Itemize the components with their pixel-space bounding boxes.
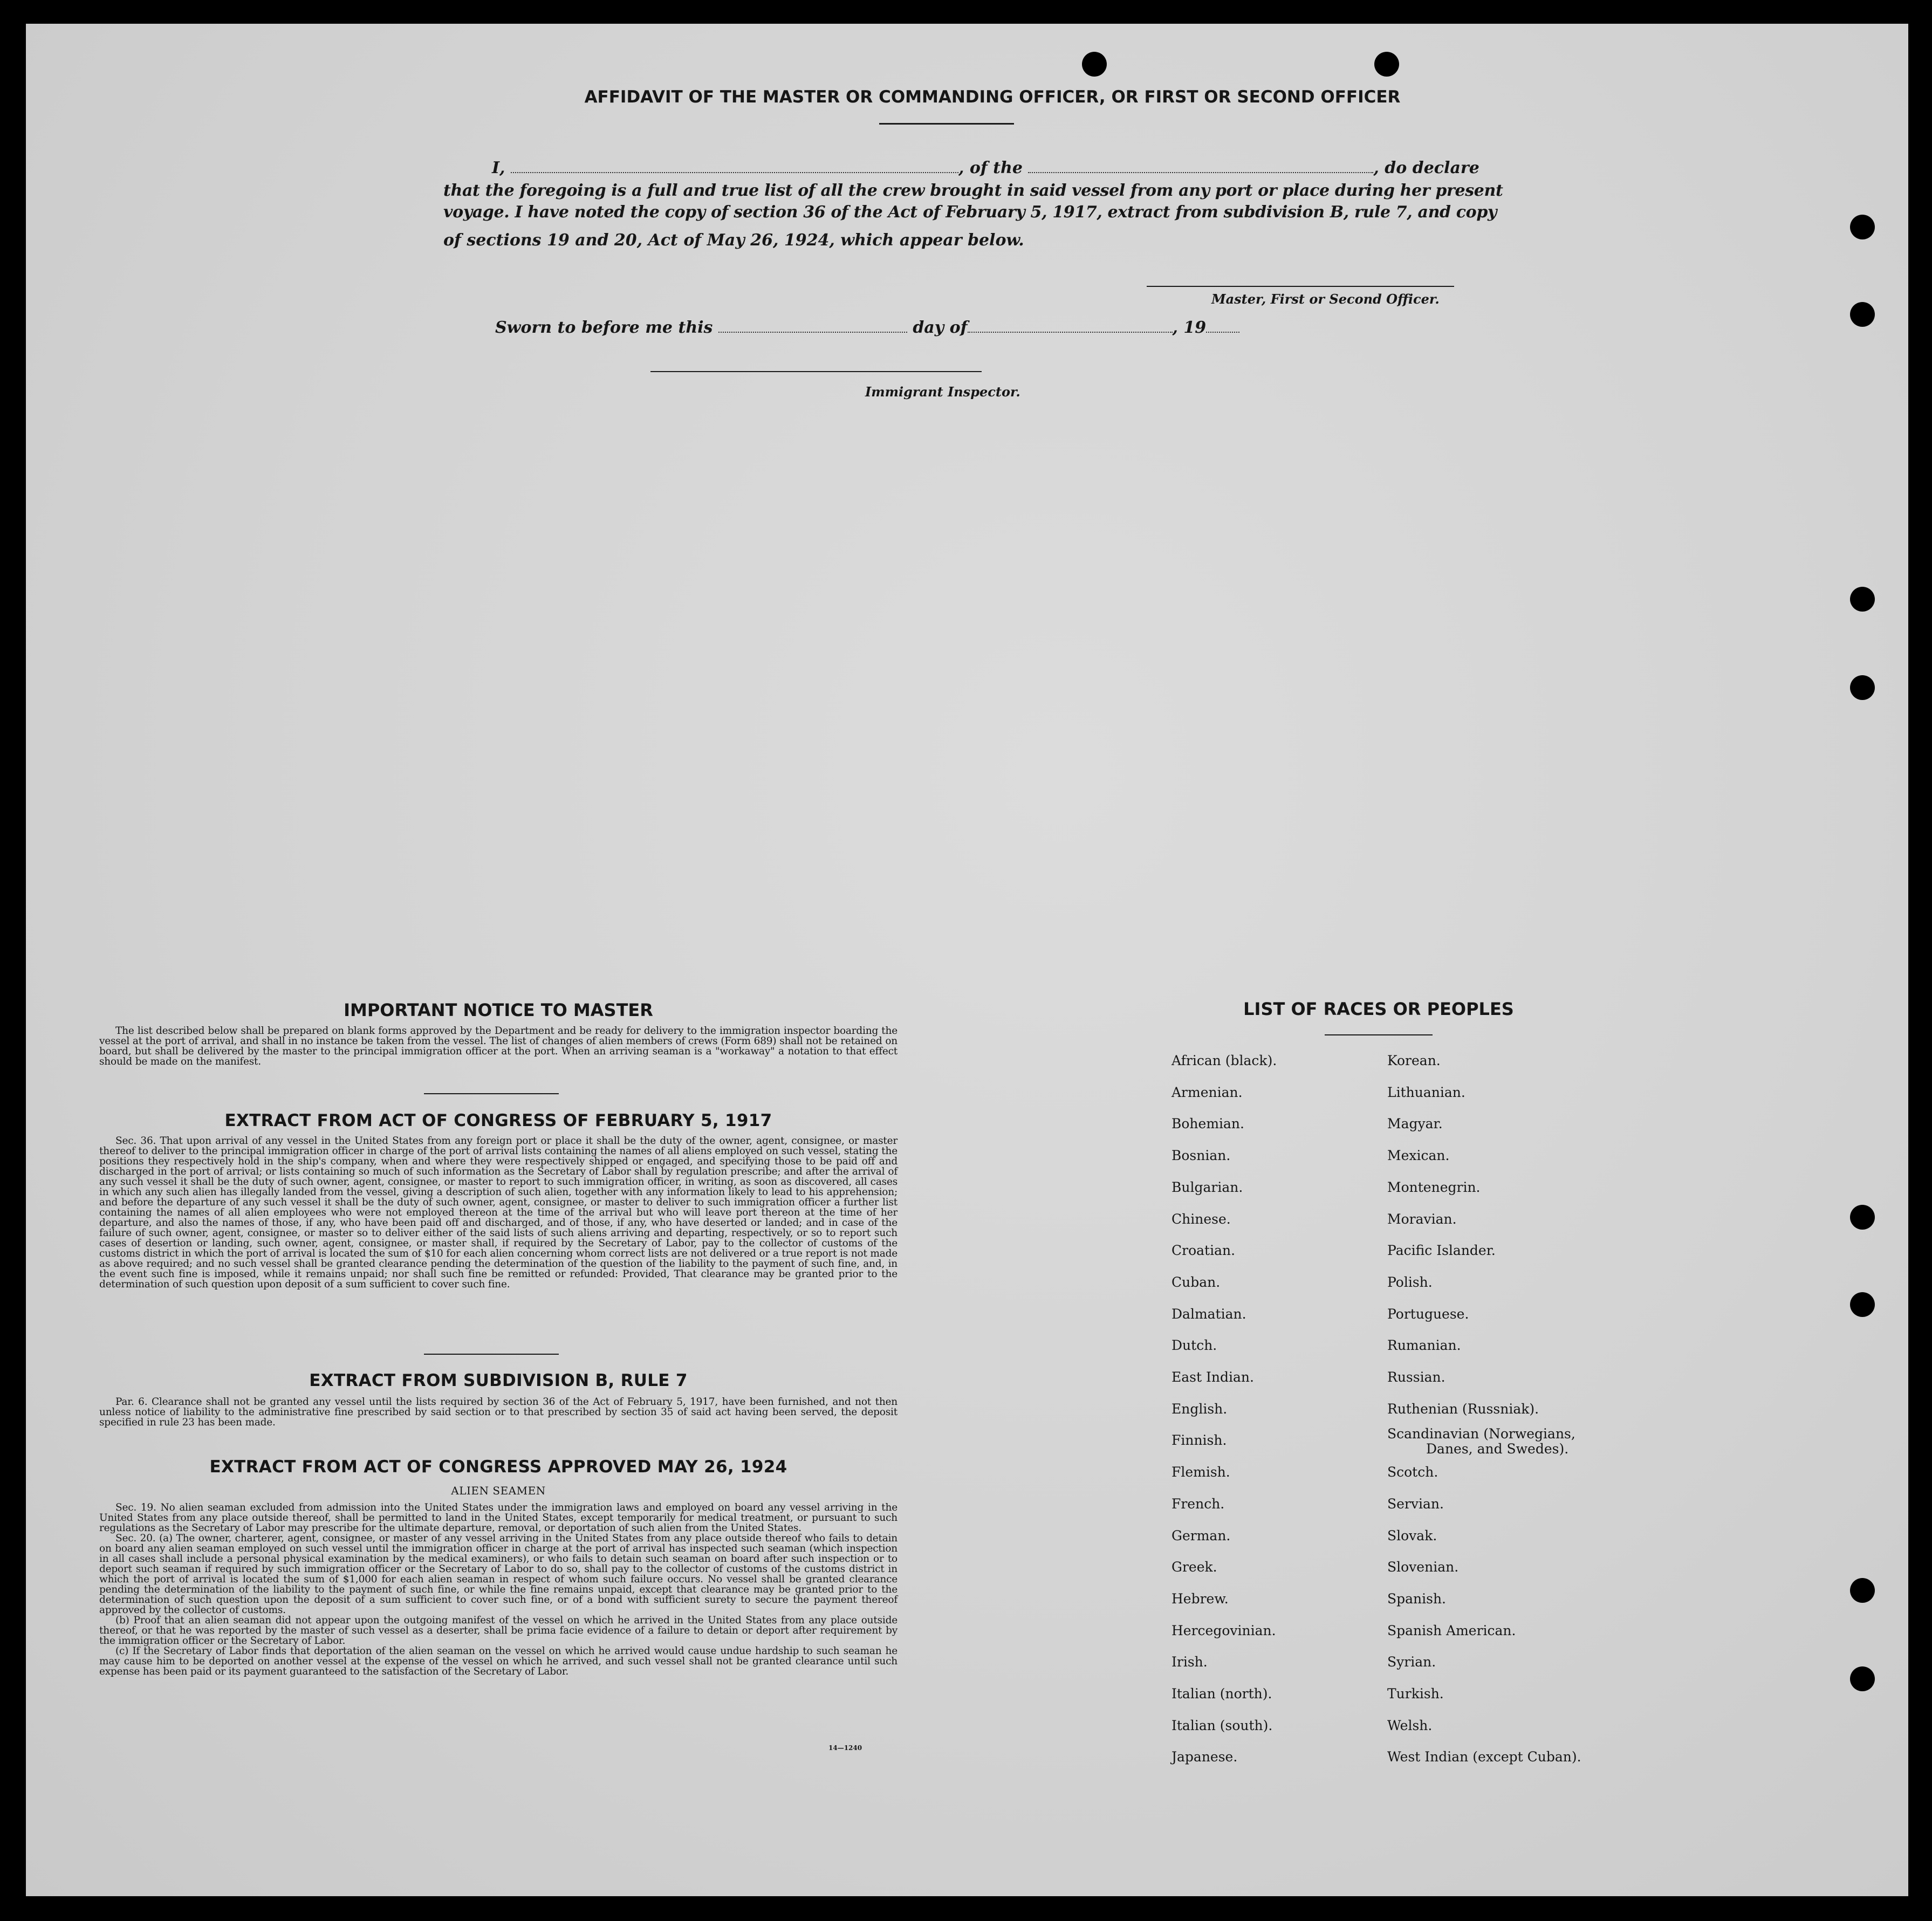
race-item-right: Magyar. <box>1387 1116 1443 1132</box>
sworn-month-field[interactable] <box>968 318 1173 333</box>
affidavit-line-4: of sections 19 and 20, Act of May 26, 1924, which appear below. <box>443 231 1024 250</box>
punch-hole <box>1374 52 1399 77</box>
subdivision-b-text: Par. 6. Clearance shall not be granted any vessel until the lists required by section 36 of the Act of February 5, 1917, have been furnished, and not then unless notice of liability to the administrative fine prescribed by said section or to that prescribed by section 35 of said act having been served, the deposit specified in rule 23 has been made. <box>99 1396 898 1428</box>
race-item-left: Italian (north). <box>1171 1686 1272 1702</box>
punch-hole <box>1082 52 1107 77</box>
race-item-right: Spanish. <box>1387 1590 1447 1607</box>
title-underline <box>879 123 1014 125</box>
race-item-right: Scandinavian (Norwegians, <box>1387 1426 1575 1442</box>
race-item-right: Moravian. <box>1387 1211 1457 1227</box>
master-signature-caption: Master, First or Second Officer. <box>1211 291 1440 307</box>
races-title: LIST OF RACES OR PEOPLES <box>1243 999 1514 1019</box>
race-item-right: Slovenian. <box>1387 1559 1459 1575</box>
punch-hole <box>1850 302 1875 327</box>
race-item-left: Irish. <box>1171 1654 1208 1670</box>
race-item-right: Ruthenian (Russniak). <box>1387 1401 1539 1417</box>
race-item-right: Spanish American. <box>1387 1622 1516 1638</box>
race-item-left: Croatian. <box>1171 1243 1236 1259</box>
race-item-left: Flemish. <box>1171 1464 1230 1480</box>
race-item-right: Turkish. <box>1387 1686 1444 1702</box>
affidavit-line-2: that the foregoing is a full and true list of all the crew brought in said vessel from any port or place during her present <box>443 181 1503 200</box>
declare-label: , do declare <box>1373 159 1479 177</box>
extract-1917-divider <box>424 1354 559 1355</box>
race-item-left: Cuban. <box>1171 1274 1221 1290</box>
declarant-name-field[interactable] <box>511 158 958 173</box>
race-item-continuation: Danes, and Swedes). <box>1426 1441 1569 1457</box>
race-item-right: Syrian. <box>1387 1654 1436 1670</box>
race-item-left: Japanese. <box>1171 1749 1238 1765</box>
race-item-right: Montenegrin. <box>1387 1179 1481 1195</box>
race-item-left: Armenian. <box>1171 1084 1243 1100</box>
extract-1924-subtitle: ALIEN SEAMEN <box>451 1484 546 1497</box>
race-item-right: Polish. <box>1387 1274 1433 1290</box>
race-item-right: Portuguese. <box>1387 1306 1469 1322</box>
race-item-left: African (black). <box>1171 1053 1277 1068</box>
race-item-left: Hercegovinian. <box>1171 1622 1276 1638</box>
notice-divider <box>424 1093 559 1094</box>
section-20c-text: (c) If the Secretary of Labor finds that deportation of the alien seaman on the vessel on which he arrived would cause undue hardship to such seaman he may cause him to be deported on another vessel at the expense of the vessel on which he arrived, and such vessel shall not be granted clearance until such expense has been paid or its payment guaranteed to the satisfaction of the Secretary of Labor. <box>99 1645 898 1677</box>
race-item-right: Welsh. <box>1387 1717 1433 1733</box>
sworn-day-field[interactable] <box>718 318 907 333</box>
affidavit-title: AFFIDAVIT OF THE MASTER OR COMMANDING OFFICER, OR FIRST OR SECOND OFFICER <box>584 87 1401 107</box>
of-the-label: , of the <box>958 159 1023 177</box>
race-item-left: Bohemian. <box>1171 1116 1244 1132</box>
races-title-underline <box>1325 1034 1433 1035</box>
race-item-left: English. <box>1171 1401 1228 1417</box>
race-item-left: Dutch. <box>1171 1337 1217 1354</box>
race-item-left: Italian (south). <box>1171 1717 1273 1733</box>
affidavit-line-3: voyage. I have noted the copy of section 36 of the Act of February 5, 1917, extract from subdivision B, rule 7, and copy <box>443 203 1497 222</box>
race-item-right: West Indian (except Cuban). <box>1387 1749 1581 1765</box>
sworn-year-label: , 19 <box>1172 318 1207 337</box>
sworn-year-field[interactable] <box>1206 318 1239 333</box>
punch-hole <box>1850 1292 1875 1317</box>
race-item-left: Finnish. <box>1171 1432 1227 1449</box>
sworn-line <box>495 317 1239 339</box>
vessel-name-field[interactable] <box>1028 158 1373 173</box>
race-item-right: Servian. <box>1387 1495 1444 1512</box>
notice-text: The list described below shall be prepared on blank forms approved by the Department and be ready for delivery to the immigration inspector boarding the vessel at the port of arrival, and shall in no instance be taken from the vessel. The list of changes of alien members of crews (Form 689) shall not be retained on board, but shall be delivered by the master to the principal immigration officer at the port. When an arriving seaman is a "workaway" a notation to that effect should be made on the manifest. <box>99 1025 898 1067</box>
race-item-left: Chinese. <box>1171 1211 1231 1227</box>
punch-hole <box>1850 675 1875 700</box>
race-item-right: Rumanian. <box>1387 1337 1461 1354</box>
section-20b-text: (b) Proof that an alien seaman did not appear upon the outgoing manifest of the vessel on which he arrived in the United States from any place outside thereof, or that he was reported by the master of such vessel as a deserter, shall be prima facie evidence of a failure to detain or deport after requirement by the immigration officer or the Secretary of Labor. <box>99 1615 898 1646</box>
race-item-left: East Indian. <box>1171 1369 1254 1385</box>
race-item-right: Mexican. <box>1387 1148 1450 1164</box>
declarant-prefix: I, <box>492 159 505 177</box>
race-item-left: Bosnian. <box>1171 1148 1231 1164</box>
race-item-left: French. <box>1171 1495 1225 1512</box>
race-item-right: Russian. <box>1387 1369 1445 1385</box>
race-item-right: Slovak. <box>1387 1527 1437 1543</box>
sworn-day-label: day of <box>913 318 968 337</box>
race-item-left: Greek. <box>1171 1559 1217 1575</box>
section-20a-text: Sec. 20. (a) The owner, charterer, agent, consignee, or master of any vessel arriving in the United States from any place outside thereof who fails to detain on board any alien seaman employed on such vessel until the immigration officer in charge at the port of arrival has inspected such seaman (which inspection in all cases shall include a personal physical examination by the medical examiners), or who fails to detain such seaman on board after such inspection or to deport such seaman if required by such immigration officer or the Secretary of Labor to do so, shall pay to the collector of customs of the customs district in which the port of arrival is located the sum of $1,000 for each alien seaman in respect of whom such failure occurs. No vessel shall be granted clearance pending the determination of the liability to the payment of such fine, or while the fine remains unpaid, except that clearance may be granted prior to the determination of such question upon the deposit of a sum sufficient to cover such fine, or of a bond with sufficient surety to secure the payment thereof approved by the collector of customs. <box>99 1533 898 1616</box>
form-number: 14—1240 <box>828 1744 862 1752</box>
race-item-left: Hebrew. <box>1171 1590 1229 1607</box>
punch-hole <box>1850 1205 1875 1230</box>
punch-hole <box>1850 1578 1875 1603</box>
inspector-signature-line[interactable] <box>650 371 982 372</box>
section-19-text: Sec. 19. No alien seaman excluded from admission into the United States under the immigration laws and employed on board any vessel arriving in the United States from any place outside thereof, shall be permitted to land in the United States, except temporarily for medical treatment, or pursuant to such regulations as the Secretary of Labor may prescribe for the ultimate departure, removal, or deportation of such alien from the United States. <box>99 1502 898 1534</box>
race-item-left: Dalmatian. <box>1171 1306 1246 1322</box>
extract-1924-title: EXTRACT FROM ACT OF CONGRESS APPROVED MAY 26, 1924 <box>209 1457 787 1477</box>
race-item-left: German. <box>1171 1527 1231 1543</box>
extract-1917-title: EXTRACT FROM ACT OF CONGRESS OF FEBRUARY 5, 1917 <box>224 1111 772 1130</box>
race-item-left: Bulgarian. <box>1171 1179 1243 1195</box>
punch-hole <box>1850 587 1875 612</box>
race-item-right: Lithuanian. <box>1387 1084 1465 1100</box>
race-item-right: Scotch. <box>1387 1464 1438 1480</box>
race-item-right: Pacific Islander. <box>1387 1243 1496 1259</box>
sworn-prefix: Sworn to before me this <box>495 318 713 337</box>
inspector-caption: Immigrant Inspector. <box>865 384 1020 400</box>
master-signature-line[interactable] <box>1147 286 1454 287</box>
notice-title: IMPORTANT NOTICE TO MASTER <box>344 1000 653 1020</box>
subdivision-b-title: EXTRACT FROM SUBDIVISION B, RULE 7 <box>309 1371 688 1390</box>
race-item-right: Korean. <box>1387 1053 1441 1068</box>
extract-1917-text: Sec. 36. That upon arrival of any vessel in the United States from any foreign port or place it shall be the duty of the owner, agent, consignee, or master thereof to deliver to the principal immigration officer in charge of the port of arrival lists containing the names of all aliens employed on such vessel, stating the positions they respectively hold in the ship's company, when and where they were respectively shipped or engaged, and specifying those to be paid off and discharged in the port of arrival; or lists containing so much of such information as the Secretary of Labor shall by regulation prescribe; and after the arrival of any such vessel it shall be the duty of such owner, agent, consignee, or master to report to such immigration officer, in writing, as soon as discovered, all cases in which any such alien has illegally landed from the vessel, giving a description of such alien, together with any information likely to lead to his apprehension; and before the departure of any such vessel it shall be the duty of such owner, agent, consignee, or master to deliver to such immigration officer a further list containing the names of all alien employees who were not employed thereon at the time of the arrival but who will leave port thereon at the time of her departure, and also the names of those, if any, who have been paid off and discharged, and of those, if any, who have deserted or landed; and in case of the failure of such owner, agent, consignee, or master so to deliver either of the said lists of such aliens arriving and departing, respectively, or so to report such cases of desertion or landing, such owner, agent, consignee, or master shall, if required by the Secretary of Labor, pay to the collector of customs of the customs district in which the port of arrival is located the sum of $10 for each alien concerning whom correct lists are not delivered or a true report is not made as above required; and no such vessel shall be granted clearance pending the determination of the question of the liability to the payment of such fine, and, in the event such fine is imposed, while it remains unpaid; nor shall such fine be remitted or refunded: Provided, That clearance may be granted prior to the determination of such question upon deposit of a sum sufficient to cover such fine. <box>99 1135 898 1290</box>
affidavit-declaration-line <box>492 157 1495 179</box>
punch-hole <box>1850 215 1875 239</box>
extract-1924-body <box>99 1503 898 1677</box>
punch-hole <box>1850 1666 1875 1691</box>
